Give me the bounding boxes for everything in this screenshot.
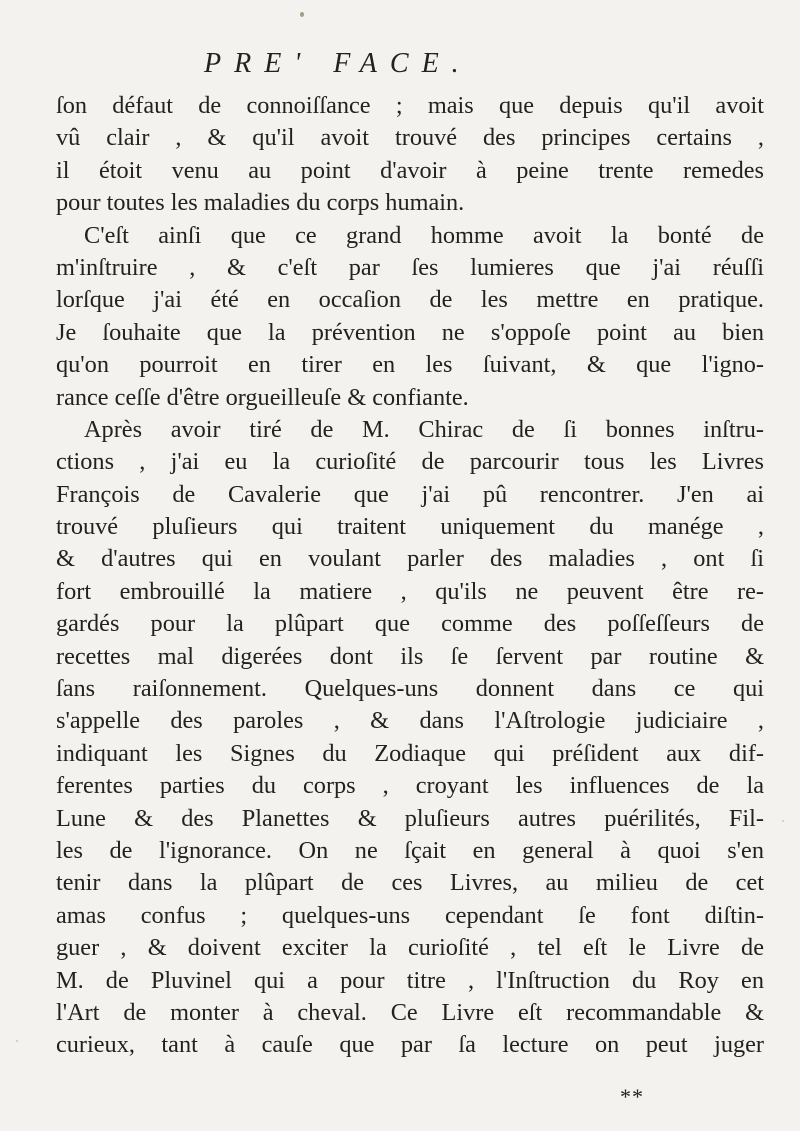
text-line: amas confus ; quelques-uns cependant ſe font diſtin- [56, 901, 764, 929]
text-line: C'eſt ainſi que ce grand homme avoit la bonté de [84, 221, 764, 249]
text-line: fort embrouillé la matiere , qu'ils ne peuvent être re- [56, 577, 764, 605]
text-line: gardés pour la plûpart que comme des poſſeſſeurs de [56, 610, 764, 638]
text-line: curieux, tant à cauſe que par ſa lecture on peut juger [56, 1031, 764, 1059]
text-line: s'appelle des paroles , & dans l'Aſtrologie judiciaire , [56, 707, 764, 735]
text-line: tenir dans la plûpart de ces Livres, au milieu de cet [56, 869, 764, 897]
text-line: & d'autres qui en voulant parler des maladies , ont ſi [56, 545, 764, 573]
text-line: M. de Pluvinel qui a pour titre , l'Inſtruction du Roy en [56, 966, 764, 994]
text-line: pour toutes les maladies du corps humain. [56, 189, 465, 217]
text-line: qu'on pourroit en tirer en les ſuivant, & que l'igno- [56, 351, 764, 379]
text-line: guer , & doivent exciter la curioſité , tel eſt le Livre de [56, 934, 764, 962]
text-line: ctions , j'ai eu la curioſité de parcourir tous les Livres [56, 448, 764, 476]
text-line: ferentes parties du corps , croyant les influences de la [56, 772, 764, 800]
text-line: l'Art de monter à cheval. Ce Livre eſt recommandable & [56, 998, 764, 1026]
paper-speck [300, 12, 304, 17]
text-line: lorſque j'ai été en occaſion de les mettre en pratique. [56, 286, 764, 314]
signature-mark: ** [620, 1084, 644, 1109]
text-line: indiquant les Signes du Zodiaque qui préſident aux dif- [56, 739, 764, 767]
text-line: Lune & des Planettes & pluſieurs autres puérilités, Fil- [56, 804, 764, 832]
text-line: Après avoir tiré de M. Chirac de ſi bonnes inſtru- [84, 415, 764, 443]
text-line: ſans raiſonnement. Quelques-uns donnent dans ce qui [56, 675, 764, 703]
text-line: Je ſouhaite que la prévention ne s'oppoſe point au bien [56, 318, 764, 346]
text-line: m'inſtruire , & c'eſt par ſes lumieres que j'ai réuſſi [56, 253, 764, 281]
text-line: ſon défaut de connoiſſance ; mais que depuis qu'il avoit [56, 92, 764, 119]
text-line: rance ceſſe d'être orgueilleuſe & confiante. [56, 383, 469, 411]
text-line: les de l'ignorance. On ne ſçait en general à quoi s'en [56, 836, 764, 864]
text-line: vû clair , & qu'il avoit trouvé des principes certains , [56, 124, 764, 152]
text-line: François de Cavalerie que j'ai pû rencontrer. J'en ai [56, 480, 764, 508]
body-text [56, 90, 764, 1062]
paper-speck [16, 1040, 18, 1042]
text-line: trouvé pluſieurs qui traitent uniquement du manége , [56, 513, 764, 541]
paper-speck [782, 820, 784, 822]
text-line: recettes mal digerées dont ils ſe ſervent par routine & [56, 642, 764, 670]
running-header: PRE' FACE. [204, 48, 472, 79]
text-line: il étoit venu au point d'avoir à peine trente remedes [56, 156, 764, 184]
